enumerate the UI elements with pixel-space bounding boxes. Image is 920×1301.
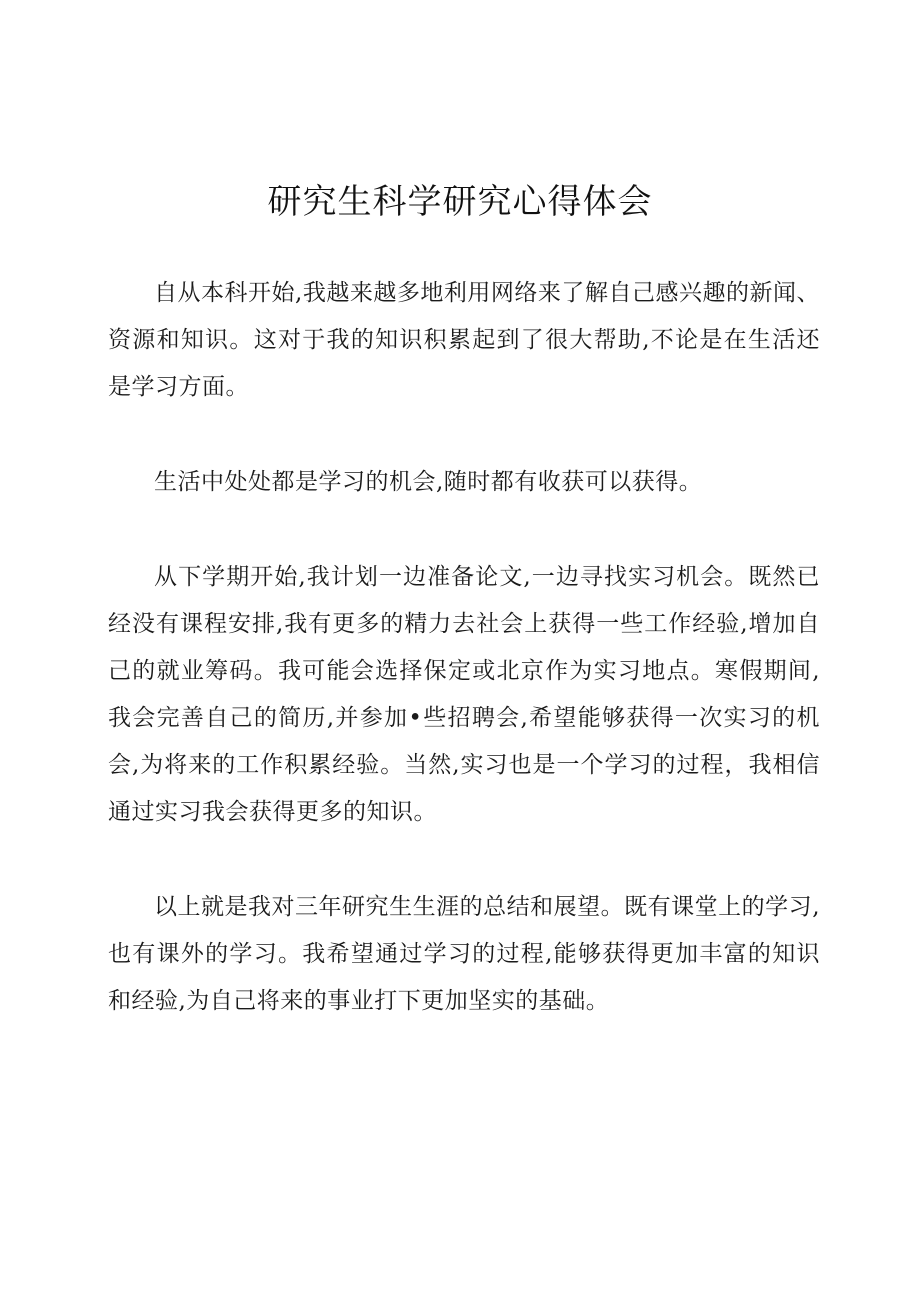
paragraph-summary: 以上就是我对三年研究生生涯的总结和展望。既有课堂上的学习,也有课外的学习。我希望通过学习的过程,能够获得更加丰富的知识和经验,为自己将来的事业打下更加坚实的基础。 xyxy=(108,894,820,1014)
paragraph-life-learning: 生活中处处都是学习的机会,随时都有收获可以获得。 xyxy=(154,469,703,495)
document-body xyxy=(108,270,820,1073)
paragraph-intro: 自从本科开始,我越来越多地利用网络来了解自己感兴趣的新闻、资源和知识。这对于我的知识积累起到了很大帮助,不论是在生活还是学习方面。 xyxy=(108,280,820,400)
paragraph-internship-plan: 从下学期开始,我计划一边准备论文,一边寻找实习机会。既然已经没有课程安排,我有更多的精力去社会上获得一些工作经验,增加自己的就业筹码。我可能会选择保定或北京作为实习地点。寒假期间,我会完善自己的简历,并参加•些招聘会,希望能够获得一次实习的机会,为将来的工作积累经验。当然,实习也是一个学习的过程，我相信通过实习我会获得更多的知识。 xyxy=(108,564,820,825)
document-title: 研究生科学研究心得体会 xyxy=(267,182,653,222)
